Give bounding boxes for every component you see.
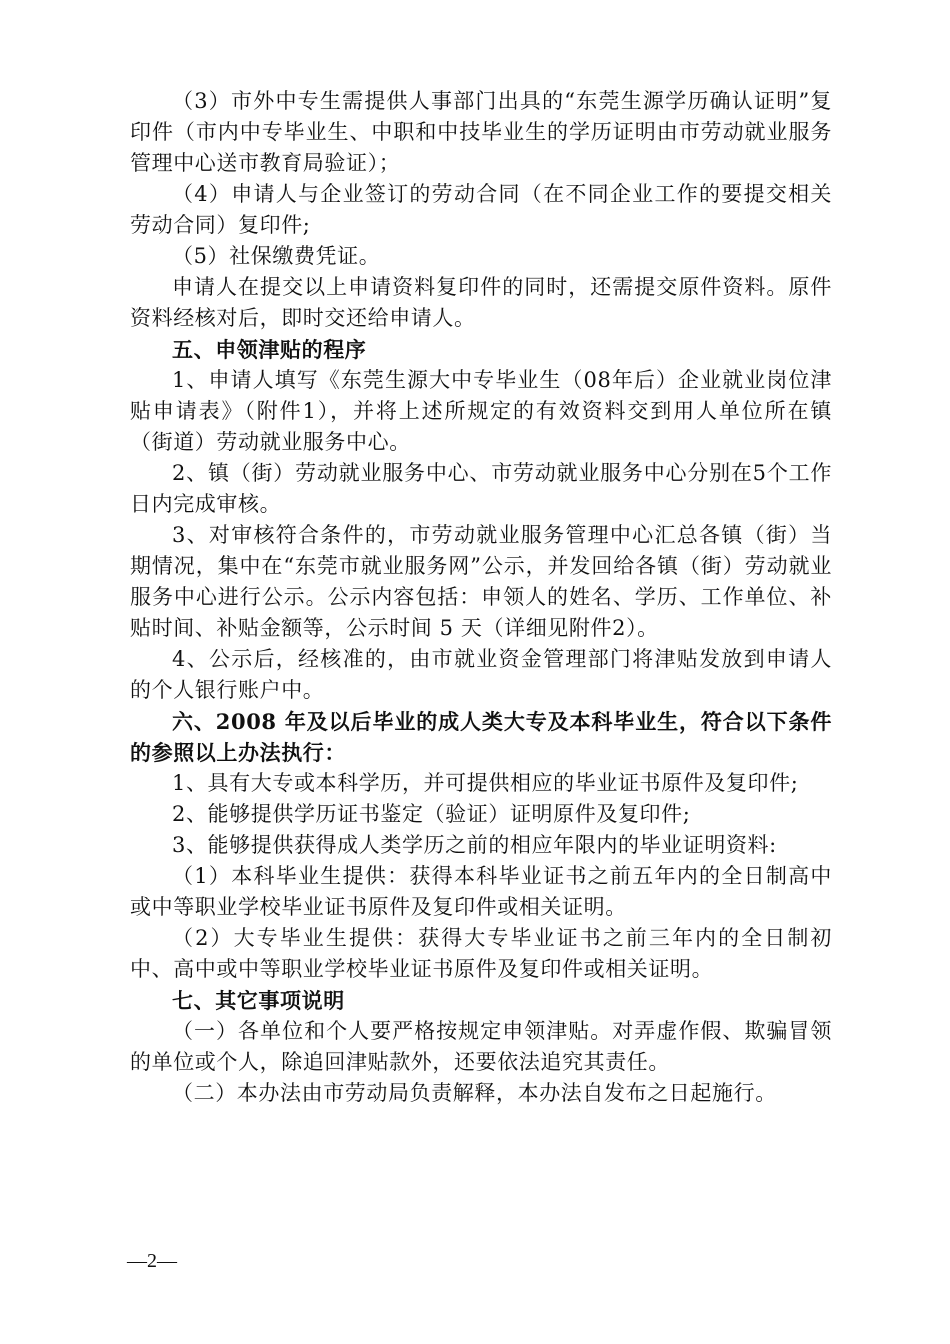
procedure-step-1: 1、申请人填写《东莞生源大中专毕业生（08年后）企业就业岗位津贴申请表》（附件1），并将上述所规定的有效资料交到用人单位所在镇（街道）劳动就业服务中心。 — [130, 368, 832, 454]
condition-1: 1、具有大专或本科学历，并可提供相应的毕业证书原件及复印件; — [172, 771, 799, 795]
section-heading-5: 五、申领津贴的程序 — [172, 337, 367, 362]
page-number: —2— — [127, 1250, 177, 1272]
procedure-step-3: 3、对审核符合条件的，市劳动就业服务管理中心汇总各镇（街）当期情况，集中在“东莞市就业服务网”公示，并发回给各镇（街）劳动就业服务中心进行公示。公示内容包括：申领人的姓名、学历、工作单位、补贴时间、补贴金额等，公示时间 5 天（详细见附件2）。 — [130, 523, 832, 640]
document-body — [130, 86, 832, 1109]
paragraph-item-3-material: （3）市外中专生需提供人事部门出具的“东莞生源学历确认证明”复印件（市内中专毕业生、中职和中技毕业生的学历证明由市劳动就业服务管理中心送市教育局验证）； — [130, 89, 832, 175]
section-heading-7: 七、其它事项说明 — [172, 988, 345, 1013]
section-heading-6: 六、2008 年及以后毕业的成人类大专及本科毕业生，符合以下条件的参照以上办法执行： — [130, 709, 832, 765]
condition-2: 2、能够提供学历证书鉴定（验证）证明原件及复印件; — [172, 802, 691, 826]
other-matter-2: （二）本办法由市劳动局负责解释，本办法自发布之日起施行。 — [172, 1081, 777, 1105]
paragraph-original-documents: 申请人在提交以上申请资料复印件的同时，还需提交原件资料。原件资料经核对后，即时交还给申请人。 — [130, 275, 832, 330]
paragraph-item-4-material: （4）申请人与企业签订的劳动合同（在不同企业工作的要提交相关劳动合同）复印件; — [130, 182, 832, 237]
procedure-step-4: 4、公示后，经核准的，由市就业资金管理部门将津贴发放到申请人的个人银行账户中。 — [130, 647, 832, 702]
condition-3-sub-2: （2）大专毕业生提供：获得大专毕业证书之前三年内的全日制初中、高中或中等职业学校毕业证书原件及复印件或相关证明。 — [130, 926, 832, 981]
condition-3-sub-1: （1）本科毕业生提供：获得本科毕业证书之前五年内的全日制高中或中等职业学校毕业证书原件及复印件或相关证明。 — [130, 864, 832, 919]
paragraph-item-5-material: （5）社保缴费凭证。 — [172, 244, 381, 268]
other-matter-1: （一）各单位和个人要严格按规定申领津贴。对弄虚作假、欺骗冒领的单位或个人，除追回津贴款外，还要依法追究其责任。 — [130, 1019, 832, 1074]
condition-3: 3、能够提供获得成人类学历之前的相应年限内的毕业证明资料: — [172, 833, 777, 857]
procedure-step-2: 2、镇（街）劳动就业服务中心、市劳动就业服务中心分别在5个工作日内完成审核。 — [130, 461, 832, 516]
